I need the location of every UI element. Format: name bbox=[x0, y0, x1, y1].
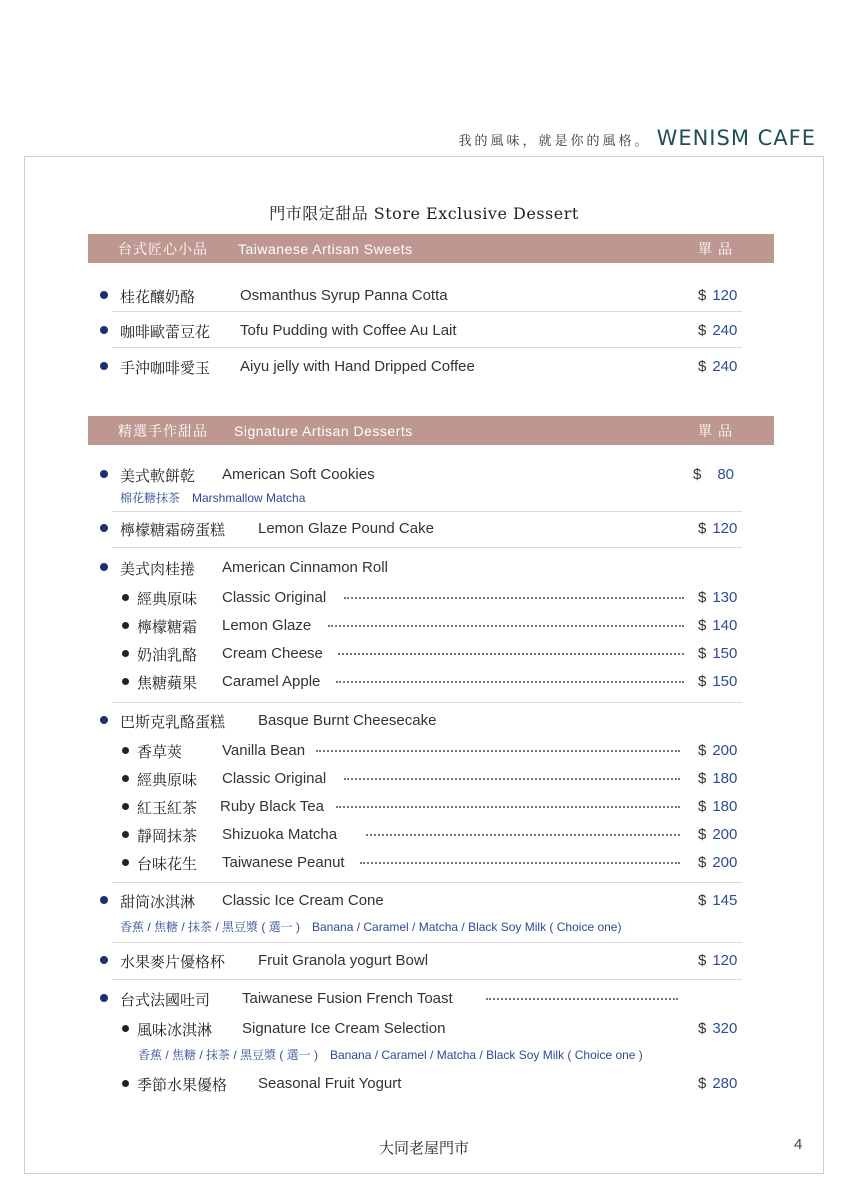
bullet-icon bbox=[122, 775, 129, 782]
menu-item-osmanthus-panna-cotta bbox=[0, 286, 848, 306]
currency-symbol: $ bbox=[698, 770, 707, 787]
menu-item-lemon-pound-cake bbox=[0, 519, 848, 539]
menu-item-ice-cream-cone bbox=[0, 891, 848, 911]
price-value: 120 bbox=[712, 287, 738, 304]
option-name-en: Caramel Apple bbox=[222, 673, 321, 690]
item-name-en: Fruit Granola yogurt Bowl bbox=[258, 952, 429, 969]
currency-symbol: $ bbox=[698, 589, 707, 606]
item-divider bbox=[112, 702, 742, 703]
price-value: 140 bbox=[712, 617, 738, 634]
price-value: 150 bbox=[712, 645, 738, 662]
section-header-taiwanese-artisan-sweets bbox=[88, 234, 774, 263]
item-name-en: Classic Ice Cream Cone bbox=[222, 892, 384, 909]
item-name-zh: 水果麥片優格杯 bbox=[120, 953, 226, 971]
option-name-zh: 風味冰淇淋 bbox=[137, 1021, 213, 1039]
currency-symbol: $ bbox=[698, 742, 707, 759]
option-classic-original bbox=[0, 588, 848, 608]
bullet-icon bbox=[122, 594, 129, 601]
dotted-leader bbox=[360, 862, 680, 864]
item-name-zh: 手沖咖啡愛玉 bbox=[120, 359, 211, 377]
option-seasonal-fruit-yogurt bbox=[0, 1074, 848, 1094]
price-value: 320 bbox=[712, 1020, 738, 1037]
dotted-leader bbox=[328, 625, 684, 627]
bullet-icon bbox=[122, 747, 129, 754]
option-name-zh: 經典原味 bbox=[137, 590, 198, 608]
price-value: 130 bbox=[712, 589, 738, 606]
option-name-zh: 經典原味 bbox=[137, 771, 198, 789]
currency-symbol: $ bbox=[698, 952, 707, 969]
bullet-icon bbox=[122, 622, 129, 629]
option-ruby-black-tea bbox=[0, 797, 848, 817]
option-name-en: Ruby Black Tea bbox=[220, 798, 324, 815]
option-name-zh: 檸檬糖霜 bbox=[137, 618, 198, 636]
item-price bbox=[698, 358, 737, 375]
price-value: 80 bbox=[717, 466, 735, 483]
item-name-zh: 美式軟餅乾 bbox=[120, 467, 196, 485]
currency-symbol: $ bbox=[698, 322, 707, 339]
section-unit-label: 單品 bbox=[698, 240, 738, 257]
option-name-zh: 紅玉紅茶 bbox=[137, 799, 198, 817]
item-price bbox=[698, 952, 737, 969]
item-name-en: Tofu Pudding with Coffee Au Lait bbox=[240, 322, 457, 339]
item-divider bbox=[112, 882, 742, 883]
option-price bbox=[698, 1020, 737, 1037]
option-price bbox=[698, 1075, 737, 1092]
section-unit-label: 單品 bbox=[698, 422, 738, 439]
bullet-icon bbox=[122, 803, 129, 810]
item-name-en: Lemon Glaze Pound Cake bbox=[258, 520, 434, 537]
dotted-leader bbox=[486, 998, 678, 1000]
price-value: 180 bbox=[712, 798, 738, 815]
price-value: 240 bbox=[712, 358, 738, 375]
bullet-icon bbox=[122, 1025, 129, 1032]
bullet-icon bbox=[100, 956, 108, 964]
slogan: 我的風味，就是你的風格。 bbox=[458, 134, 651, 149]
store-name: 大同老屋門市 bbox=[378, 1139, 469, 1157]
section-title-en: Taiwanese Artisan Sweets bbox=[238, 240, 413, 257]
bullet-icon bbox=[122, 678, 129, 685]
item-name-en: American Soft Cookies bbox=[222, 466, 375, 483]
bullet-icon bbox=[100, 716, 108, 724]
page-number: 4 bbox=[794, 1136, 803, 1153]
page-title: 門市限定甜品 Store Exclusive Dessert bbox=[269, 204, 579, 223]
menu-item-french-toast bbox=[0, 989, 848, 1009]
option-name-en: Lemon Glaze bbox=[222, 617, 312, 634]
menu-item-american-soft-cookies bbox=[0, 465, 848, 485]
currency-symbol: $ bbox=[698, 520, 707, 537]
option-name-en: Cream Cheese bbox=[222, 645, 323, 662]
price-value: 200 bbox=[712, 826, 738, 843]
option-caramel-apple bbox=[0, 672, 848, 692]
item-name-en: American Cinnamon Roll bbox=[222, 559, 388, 576]
item-divider bbox=[112, 511, 742, 512]
dotted-leader bbox=[344, 597, 684, 599]
option-taiwanese-peanut bbox=[0, 853, 848, 873]
option-price bbox=[698, 589, 737, 606]
currency-symbol: $ bbox=[698, 1020, 707, 1037]
option-name-zh: 焦糖蘋果 bbox=[137, 674, 198, 692]
option-name-zh: 台味花生 bbox=[137, 855, 198, 873]
option-price bbox=[698, 798, 737, 815]
currency-symbol: $ bbox=[698, 854, 707, 871]
option-name-en: Seasonal Fruit Yogurt bbox=[258, 1075, 402, 1092]
dotted-leader bbox=[338, 653, 684, 655]
item-price bbox=[698, 287, 737, 304]
bullet-icon bbox=[100, 291, 108, 299]
bullet-icon bbox=[100, 470, 108, 478]
option-price bbox=[698, 645, 737, 662]
item-price bbox=[698, 322, 737, 339]
option-lemon-glaze bbox=[0, 616, 848, 636]
bullet-icon bbox=[100, 896, 108, 904]
dotted-leader bbox=[344, 778, 680, 780]
price-value: 120 bbox=[712, 952, 738, 969]
bullet-icon bbox=[100, 994, 108, 1002]
item-divider bbox=[112, 979, 742, 980]
option-price bbox=[698, 742, 737, 759]
price-value: 120 bbox=[712, 520, 738, 537]
price-value: 240 bbox=[712, 322, 738, 339]
bullet-icon bbox=[122, 859, 129, 866]
price-value: 145 bbox=[712, 892, 738, 909]
menu-item-cinnamon-roll bbox=[0, 558, 848, 578]
currency-symbol: $ bbox=[698, 617, 707, 634]
menu-item-fruit-granola-bowl bbox=[0, 951, 848, 971]
currency-symbol: $ bbox=[698, 287, 707, 304]
option-name-zh: 靜岡抹茶 bbox=[137, 827, 198, 845]
item-name-zh: 巴斯克乳酪蛋糕 bbox=[120, 713, 226, 731]
option-price bbox=[698, 673, 737, 690]
item-name-en: Basque Burnt Cheesecake bbox=[258, 712, 437, 729]
option-price bbox=[698, 826, 737, 843]
item-name-en: Osmanthus Syrup Panna Cotta bbox=[240, 287, 448, 304]
item-name-zh: 甜筒冰淇淋 bbox=[120, 893, 196, 911]
currency-symbol: $ bbox=[698, 358, 707, 375]
menu-item-tofu-pudding bbox=[0, 321, 848, 341]
price-value: 180 bbox=[712, 770, 738, 787]
section-title-zh: 台式匠心小品 bbox=[118, 240, 208, 257]
bullet-icon bbox=[122, 1080, 129, 1087]
currency-symbol: $ bbox=[693, 466, 702, 483]
dotted-leader bbox=[366, 834, 680, 836]
bullet-icon bbox=[100, 362, 108, 370]
option-price bbox=[698, 770, 737, 787]
currency-symbol: $ bbox=[698, 798, 707, 815]
currency-symbol: $ bbox=[698, 673, 707, 690]
currency-symbol: $ bbox=[698, 826, 707, 843]
option-name-en: Classic Original bbox=[222, 770, 327, 787]
option-shizuoka-matcha bbox=[0, 825, 848, 845]
dotted-leader bbox=[336, 681, 684, 683]
item-price bbox=[698, 892, 737, 909]
option-name-zh: 香草莢 bbox=[137, 743, 183, 761]
section-title-en: Signature Artisan Desserts bbox=[234, 422, 413, 439]
page-header bbox=[459, 126, 816, 150]
item-divider bbox=[112, 311, 742, 312]
bullet-icon bbox=[122, 650, 129, 657]
option-vanilla-bean bbox=[0, 741, 848, 761]
dotted-leader bbox=[316, 750, 680, 752]
option-name-en: Vanilla Bean bbox=[222, 742, 306, 759]
menu-item-basque-cheesecake bbox=[0, 711, 848, 731]
currency-symbol: $ bbox=[698, 1075, 707, 1092]
item-price bbox=[698, 520, 737, 537]
item-name-en: Aiyu jelly with Hand Dripped Coffee bbox=[240, 358, 475, 375]
option-name-zh: 季節水果優格 bbox=[137, 1076, 228, 1094]
menu-item-aiyu-jelly bbox=[0, 357, 848, 377]
item-price bbox=[693, 466, 734, 483]
price-value: 200 bbox=[712, 742, 738, 759]
item-name-en: Taiwanese Fusion French Toast bbox=[242, 990, 453, 1007]
item-flavor-note: 香蕉 / 焦糖 / 抹茶 / 黑豆漿 ( 選一 ) Banana / Caramel / Matcha / Black Soy Milk ( Choice one) bbox=[120, 920, 622, 934]
option-price bbox=[698, 617, 737, 634]
bullet-icon bbox=[100, 524, 108, 532]
option-name-en: Shizuoka Matcha bbox=[222, 826, 338, 843]
dotted-leader bbox=[336, 806, 680, 808]
item-name-zh: 檸檬糖霜磅蛋糕 bbox=[120, 521, 226, 539]
option-cream-cheese bbox=[0, 644, 848, 664]
option-classic-original bbox=[0, 769, 848, 789]
option-name-en: Classic Original bbox=[222, 589, 327, 606]
price-value: 280 bbox=[712, 1075, 738, 1092]
option-name-en: Taiwanese Peanut bbox=[222, 854, 345, 871]
option-signature-ice-cream bbox=[0, 1019, 848, 1039]
item-divider bbox=[112, 347, 742, 348]
option-name-zh: 奶油乳酪 bbox=[137, 646, 198, 664]
option-name-en: Signature Ice Cream Selection bbox=[242, 1020, 446, 1037]
item-name-zh: 桂花釀奶酪 bbox=[120, 288, 196, 306]
brand-logo: WENISM CAFE bbox=[656, 126, 816, 150]
section-title-zh: 精選手作甜品 bbox=[118, 422, 208, 439]
bullet-icon bbox=[100, 326, 108, 334]
bullet-icon bbox=[100, 563, 108, 571]
currency-symbol: $ bbox=[698, 645, 707, 662]
item-divider bbox=[112, 942, 742, 943]
item-flavor-note: 棉花糖抹茶 Marshmallow Matcha bbox=[120, 491, 306, 505]
bullet-icon bbox=[122, 831, 129, 838]
option-price bbox=[698, 854, 737, 871]
option-flavor-note: 香蕉 / 焦糖 / 抹茶 / 黑豆漿 ( 選一 ) Banana / Caramel / Matcha / Black Soy Milk ( Choice one ) bbox=[138, 1048, 643, 1062]
item-name-zh: 美式肉桂捲 bbox=[120, 560, 196, 578]
item-name-zh: 台式法國吐司 bbox=[120, 991, 211, 1009]
section-header-signature-artisan-desserts bbox=[88, 416, 774, 445]
currency-symbol: $ bbox=[698, 892, 707, 909]
item-divider bbox=[112, 547, 742, 548]
item-name-zh: 咖啡歐蕾豆花 bbox=[120, 323, 211, 341]
price-value: 200 bbox=[712, 854, 738, 871]
price-value: 150 bbox=[712, 673, 738, 690]
